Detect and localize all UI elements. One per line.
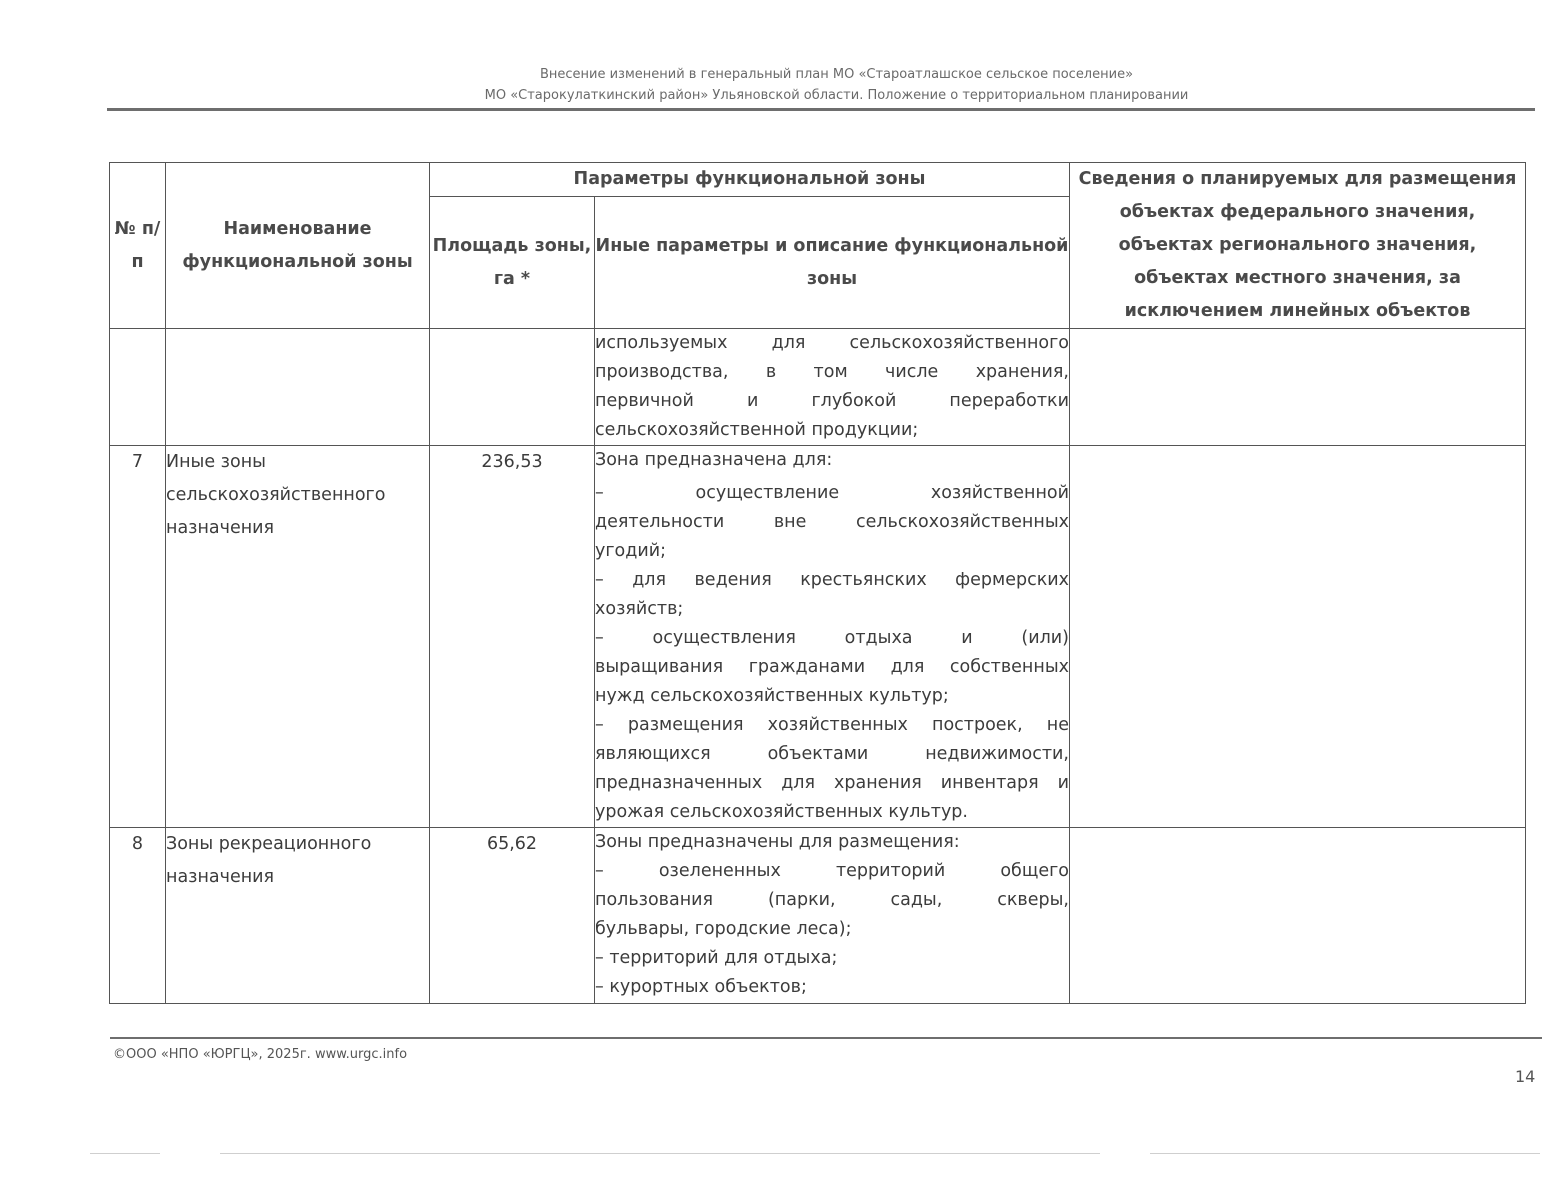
description-line: – осуществление хозяйственной	[595, 483, 1069, 503]
description-line: – территорий для отдыха;	[595, 948, 838, 968]
zone-area: 65,62	[430, 828, 595, 1004]
description-line: пользования (парки, сады, скверы,	[595, 890, 1069, 910]
planned-objects-cell	[1070, 828, 1526, 1004]
description-line: – для ведения крестьянских фермерских	[595, 570, 1069, 590]
description-line: угодий;	[595, 541, 666, 561]
document-header-line1: Внесение изменений в генеральный план МО «Староатлашское сельское поселение»	[539, 67, 1134, 82]
description-line: – осуществления отдыха и (или)	[595, 628, 1069, 648]
header-divider	[107, 108, 1535, 111]
footer-copyright: ©ООО «НПО «ЮРГЦ», 2025г. www.urgc.info	[113, 1047, 408, 1062]
description-line: выращивания гражданами для собственных	[595, 657, 1069, 677]
description-line: – курортных объектов;	[595, 977, 807, 997]
scan-artifact-line	[90, 1153, 160, 1154]
column-header-other-parameters: Иные параметры и описание функциональной зоны	[595, 197, 1070, 329]
zone-description	[595, 828, 1070, 1004]
scan-artifact-line	[220, 1153, 1100, 1154]
planned-objects-cell	[1070, 446, 1526, 828]
zone-name	[166, 329, 430, 446]
row-number: 7	[110, 446, 166, 828]
description-line: производства, в том числе хранения,	[595, 362, 1069, 382]
zone-name: Иные зоны сельскохозяйственного назначения	[166, 446, 430, 828]
description-line: являющихся объектами недвижимости,	[595, 744, 1069, 764]
description-line: сельскохозяйственной продукции;	[595, 420, 919, 440]
description-line: первичной и глубокой переработки	[595, 391, 1069, 411]
zone-description	[595, 446, 1070, 828]
document-header-line2: МО «Старокулаткинский район» Ульяновской области. Положение о территориальном планировании	[484, 88, 1189, 103]
description-line: деятельности вне сельскохозяйственных	[595, 512, 1069, 532]
table-row	[110, 329, 1526, 446]
column-header-area: Площадь зоны, га *	[430, 197, 595, 329]
zone-area	[430, 329, 595, 446]
column-header-planned-objects: Сведения о планируемых для размещения объектах федерального значения, объектах регионального значения, объектах местного значения, за исключением линейных объектов	[1070, 163, 1526, 329]
description-line: урожая сельскохозяйственных культур.	[595, 802, 968, 822]
page-number: 14	[1515, 1067, 1536, 1086]
description-line: Зоны предназначены для размещения:	[595, 832, 960, 852]
scan-artifact-line	[1150, 1153, 1540, 1154]
description-line: используемых для сельскохозяйственного	[595, 333, 1069, 353]
description-line: бульвары, городские леса);	[595, 919, 852, 939]
table-row	[110, 828, 1526, 1004]
description-line: нужд сельскохозяйственных культур;	[595, 686, 949, 706]
row-number	[110, 329, 166, 446]
zone-name: Зоны рекреационного назначения	[166, 828, 430, 1004]
description-line: Зона предназначена для:	[595, 450, 833, 470]
row-number: 8	[110, 828, 166, 1004]
description-line: хозяйств;	[595, 599, 684, 619]
description-line: – озелененных территорий общего	[595, 861, 1069, 881]
footer-divider	[110, 1037, 1542, 1039]
column-header-zone-name: Наименование функциональной зоны	[166, 163, 430, 329]
description-line: предназначенных для хранения инвентаря и	[595, 773, 1069, 793]
table-row	[110, 446, 1526, 828]
column-group-header-zone-parameters: Параметры функциональной зоны	[430, 163, 1070, 197]
functional-zones-table	[109, 162, 1526, 1004]
planned-objects-cell	[1070, 329, 1526, 446]
zone-area: 236,53	[430, 446, 595, 828]
zone-description	[595, 329, 1070, 446]
column-header-number: № п/п	[110, 163, 166, 329]
description-line: – размещения хозяйственных построек, не	[595, 715, 1069, 735]
